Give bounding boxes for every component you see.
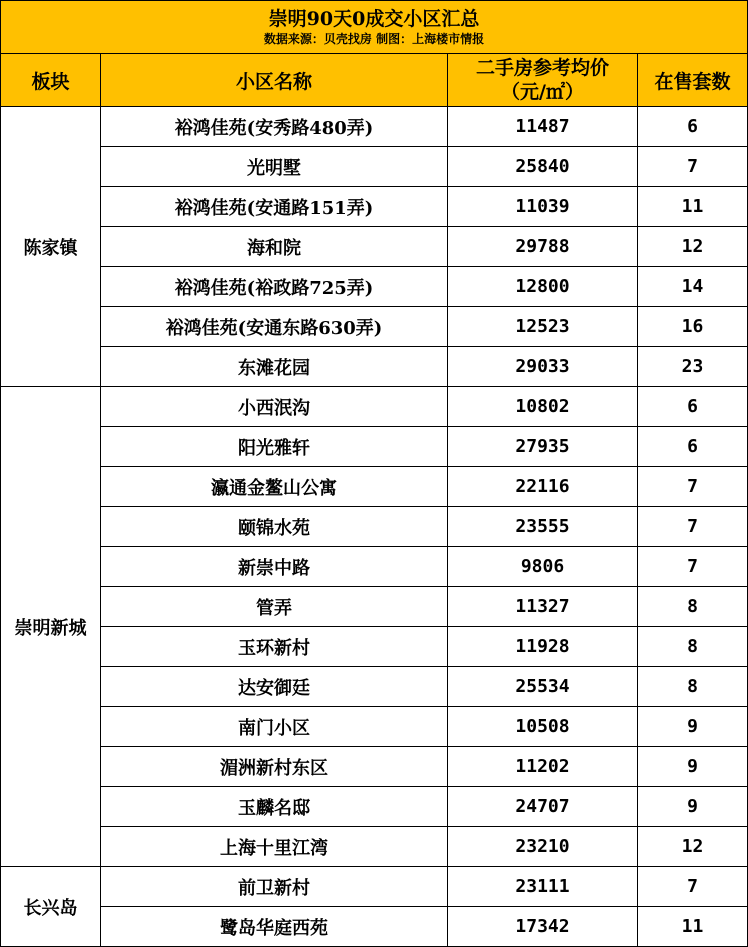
listing-count-cell: 8 xyxy=(638,587,748,627)
listing-count-cell: 7 xyxy=(638,147,748,187)
community-name-cell: 裕鸿佳苑(安通路151弄) xyxy=(101,187,448,227)
price-cell: 12800 xyxy=(448,267,638,307)
listing-count-cell: 16 xyxy=(638,307,748,347)
community-name-cell: 裕鸿佳苑(安秀路480弄) xyxy=(101,107,448,147)
header-price-line2: （元/㎡） xyxy=(501,81,584,103)
price-cell: 10508 xyxy=(448,707,638,747)
table-row xyxy=(1,187,748,227)
table-row xyxy=(1,507,748,547)
table-row xyxy=(1,867,748,907)
table-row xyxy=(1,907,748,947)
listing-count-cell: 12 xyxy=(638,227,748,267)
community-name-cell: 光明墅 xyxy=(101,147,448,187)
header-price-line1: 二手房参考均价 xyxy=(475,57,609,79)
table-row xyxy=(1,427,748,467)
price-cell: 17342 xyxy=(448,907,638,947)
table-row xyxy=(1,587,748,627)
community-name-cell: 南门小区 xyxy=(101,707,448,747)
price-cell: 23555 xyxy=(448,507,638,547)
listing-count-cell: 8 xyxy=(638,627,748,667)
listing-count-cell: 6 xyxy=(638,427,748,467)
community-name-cell: 海和院 xyxy=(101,227,448,267)
community-name-cell: 东滩花园 xyxy=(101,347,448,387)
price-cell: 11928 xyxy=(448,627,638,667)
table-row xyxy=(1,467,748,507)
listing-count-cell: 23 xyxy=(638,347,748,387)
community-name-cell: 裕鸿佳苑(安通东路630弄) xyxy=(101,307,448,347)
table-row xyxy=(1,667,748,707)
header-count: 在售套数 xyxy=(638,54,748,107)
community-name-cell: 玉环新村 xyxy=(101,627,448,667)
listing-count-cell: 7 xyxy=(638,867,748,907)
community-name-cell: 瀛通金鳌山公寓 xyxy=(101,467,448,507)
community-name-cell: 玉麟名邸 xyxy=(101,787,448,827)
listing-count-cell: 6 xyxy=(638,387,748,427)
block-cell: 陈家镇 xyxy=(1,107,101,387)
header-row xyxy=(1,54,748,107)
listing-count-cell: 11 xyxy=(638,907,748,947)
table-row xyxy=(1,387,748,427)
community-name-cell: 裕鸿佳苑(裕政路725弄) xyxy=(101,267,448,307)
header-name: 小区名称 xyxy=(101,54,448,107)
price-cell: 11487 xyxy=(448,107,638,147)
table-row xyxy=(1,307,748,347)
community-name-cell: 阳光雅轩 xyxy=(101,427,448,467)
listing-count-cell: 12 xyxy=(638,827,748,867)
listing-count-cell: 14 xyxy=(638,267,748,307)
block-cell: 长兴岛 xyxy=(1,867,101,947)
table-row xyxy=(1,787,748,827)
price-cell: 24707 xyxy=(448,787,638,827)
community-name-cell: 颐锦水苑 xyxy=(101,507,448,547)
community-name-cell: 管弄 xyxy=(101,587,448,627)
listing-count-cell: 9 xyxy=(638,747,748,787)
price-cell: 11039 xyxy=(448,187,638,227)
table-subtitle: 数据来源：贝壳找房 制图：上海楼市情报 xyxy=(263,32,485,46)
header-block: 板块 xyxy=(1,54,101,107)
community-name-cell: 上海十里江湾 xyxy=(101,827,448,867)
table-row xyxy=(1,627,748,667)
community-name-cell: 小西泯沟 xyxy=(101,387,448,427)
table-row xyxy=(1,707,748,747)
price-cell: 27935 xyxy=(448,427,638,467)
listing-count-cell: 11 xyxy=(638,187,748,227)
table-row xyxy=(1,547,748,587)
price-cell: 29788 xyxy=(448,227,638,267)
price-cell: 25534 xyxy=(448,667,638,707)
listing-count-cell: 8 xyxy=(638,667,748,707)
community-name-cell: 鹭岛华庭西苑 xyxy=(101,907,448,947)
community-name-cell: 新崇中路 xyxy=(101,547,448,587)
community-name-cell: 达安御廷 xyxy=(101,667,448,707)
table-row xyxy=(1,107,748,147)
price-cell: 22116 xyxy=(448,467,638,507)
price-cell: 23210 xyxy=(448,827,638,867)
price-cell: 11327 xyxy=(448,587,638,627)
title-cell xyxy=(1,1,748,54)
table-row xyxy=(1,827,748,867)
table-row xyxy=(1,227,748,267)
price-cell: 25840 xyxy=(448,147,638,187)
listing-count-cell: 9 xyxy=(638,707,748,747)
table-row xyxy=(1,347,748,387)
price-cell: 23111 xyxy=(448,867,638,907)
block-cell: 崇明新城 xyxy=(1,387,101,867)
listing-count-cell: 7 xyxy=(638,467,748,507)
table-title: 崇明90天0成交小区汇总 xyxy=(268,8,480,30)
price-cell: 9806 xyxy=(448,547,638,587)
price-cell: 10802 xyxy=(448,387,638,427)
title-row xyxy=(1,1,748,54)
community-name-cell: 湄洲新村东区 xyxy=(101,747,448,787)
listing-count-cell: 7 xyxy=(638,547,748,587)
table-row xyxy=(1,267,748,307)
listing-count-cell: 6 xyxy=(638,107,748,147)
listing-count-cell: 7 xyxy=(638,507,748,547)
listing-count-cell: 9 xyxy=(638,787,748,827)
price-cell: 12523 xyxy=(448,307,638,347)
table-row xyxy=(1,147,748,187)
table-row xyxy=(1,747,748,787)
price-cell: 29033 xyxy=(448,347,638,387)
price-cell: 11202 xyxy=(448,747,638,787)
header-price xyxy=(448,54,638,107)
community-name-cell: 前卫新村 xyxy=(101,867,448,907)
